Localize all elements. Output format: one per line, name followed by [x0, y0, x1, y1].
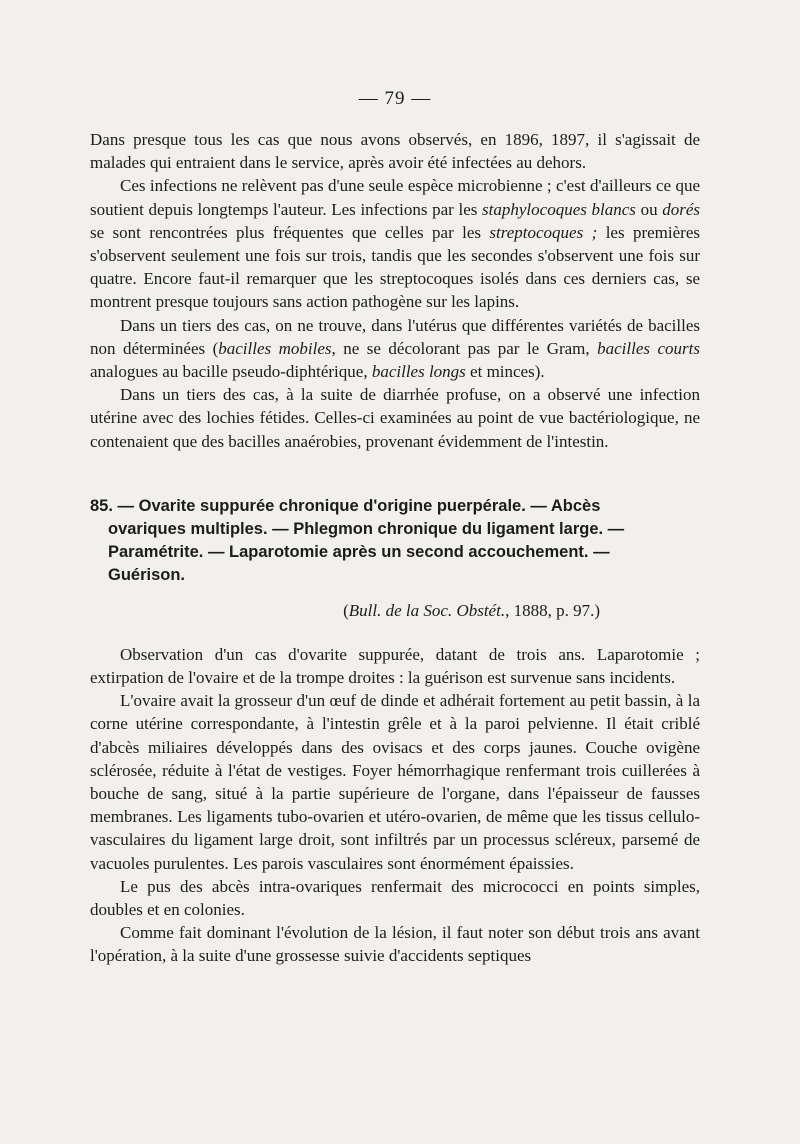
section-gap — [90, 453, 700, 477]
section-heading — [90, 495, 700, 587]
heading-line-1: 85. — Ovarite suppurée chronique d'origine puerpérale. — Abcès — [90, 496, 601, 515]
heading-line-4: Guérison. — [108, 565, 186, 584]
heading-line-2: ovariques multiples. — Phlegmon chronique du ligament large. — — [108, 519, 625, 538]
italic-run: dorés — [662, 199, 700, 219]
italic-run: bacilles longs — [371, 362, 466, 382]
text-run: les premières s'observent seulement une fois sur trois, tandis que les secondes s'observent une fois sur quatre. Encore faut-il remarquer que les streptocoques isolés dans ces derniers cas, se montrent presque toujours sans action pathogène sur les lapins. — [90, 222, 701, 312]
paragraph-5: Observation d'un cas d'ovarite suppurée, datant de trois ans. Laparotomie ; extirpation de l'ovaire et de la trompe droites : la guérison est survenue sans incidents. — [90, 644, 700, 688]
text-run: ou — [635, 199, 663, 219]
paragraph-1: Dans presque tous les cas que nous avons observés, en 1896, 1897, il s'agissait de malades qui entraient dans le service, après avoir été infectées au dehors. — [90, 130, 700, 173]
italic-run: staphylocoques blancs — [482, 199, 636, 219]
paragraph-2 — [90, 174, 700, 313]
paragraph-3 — [90, 314, 700, 384]
citation-rest: , 1888, p. 97.) — [505, 600, 600, 620]
text-run: et minces). — [465, 362, 545, 382]
page-number: — 79 — — [358, 88, 432, 109]
italic-run: streptocoques ; — [489, 222, 598, 242]
text-run: se sont rencontrées plus fréquentes que celles par les — [90, 222, 490, 242]
text-run: Ces infections ne relèvent pas d'une seule espèce microbienne ; c'est d'ailleurs ce que soutient depuis longtemps l'auteur. Les infections par les — [90, 176, 700, 219]
text-run: , ne se décolorant pas par le Gram, — [331, 338, 598, 358]
citation-open: ( — [343, 600, 349, 620]
paragraph-7: Le pus des abcès intra-ovariques renfermait des micrococci en points simples, doubles et en colonies. — [90, 876, 700, 920]
italic-run: bacilles courts — [597, 338, 700, 358]
citation-journal: Bull. de la Soc. Obstét. — [348, 600, 506, 620]
paragraph-6: L'ovaire avait la grosseur d'un œuf de dinde et adhérait fortement au petit bassin, à la corne utérine correspondante, à l'intestin grêle et à la paroi pelvienne. Il était criblé d'abcès miliaires développés dans des ovisacs et des corps jaunes. Couche ovigène sclérosée, réduite à l'état de vestiges. Foyer hémorrhagique renfermant trois cuillerées à bouche de sang, situé à la partie supérieure de l'organe, dans l'épaisseur de fausses membranes. Les ligaments tubo-ovarien et utéro-ovarien, de même que les tissus cellulo-vasculaires du ligament large droit, sont infiltrés par un processus scléreux, parsemé de vacuoles purulentes. Les parois vasculaires sont énormément épaissies. — [90, 691, 700, 873]
paragraph-4: Dans un tiers des cas, à la suite de diarrhée profuse, on a observé une infection utérine avec des lochies fétides. Celles-ci examinées au point de vue bactériologique, ne contenaient que des bacilles anaérobies, provenant évidemment de l'intestin. — [90, 385, 700, 451]
paragraph-8: Comme fait dominant l'évolution de la lésion, il faut noter son début trois ans avant l'opération, à la suite d'une grossesse suivie d'accidents septiques — [90, 923, 700, 966]
heading-line-3: Paramétrite. — Laparotomie après un second accouchement. — — [108, 542, 610, 561]
italic-run: bacilles mobiles — [218, 338, 332, 358]
text-run: Dans un tiers des cas, on ne trouve, dans l'utérus que différentes variétés de bacilles non déterminées ( — [90, 315, 700, 358]
citation — [90, 601, 600, 621]
text-run: analogues au bacille pseudo-diphtérique, — [90, 362, 372, 382]
